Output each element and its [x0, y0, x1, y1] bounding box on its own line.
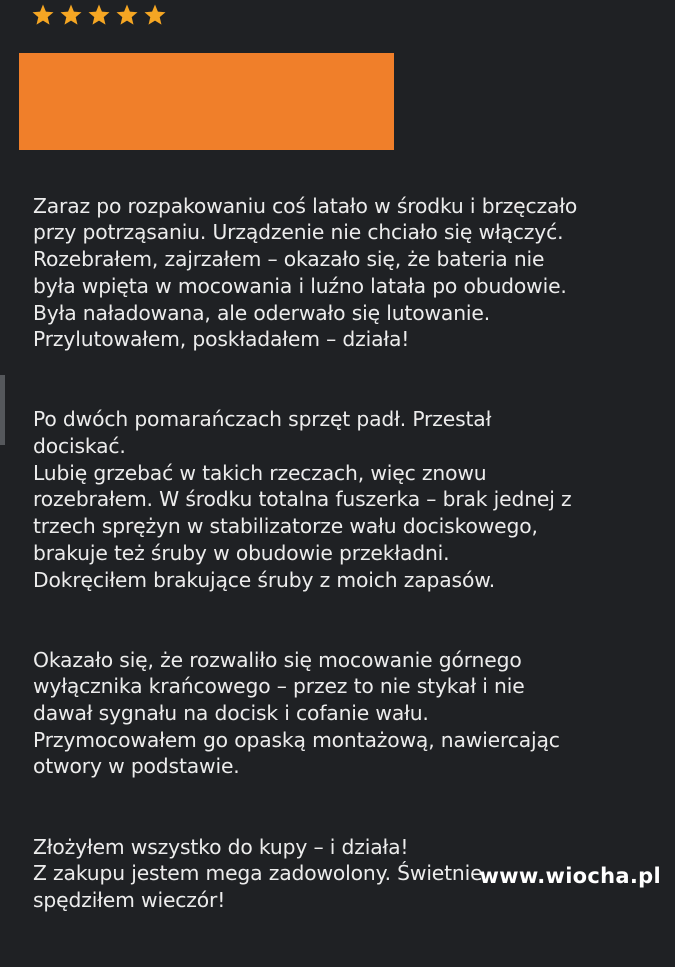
star-icon: [87, 3, 111, 27]
star-icon: [143, 3, 167, 27]
star-icon: [59, 3, 83, 27]
review-paragraph: Zaraz po rozpakowaniu coś latało w środku i brzęczało przy potrząsaniu. Urządzenie nie chciało się włączyć. Rozebrałem, zajrzałem – okazało się, że bateria nie była wpięta w mocowania i luźno latała po obudowie. Była naładowana, ale oderwało się lutowanie. Przylutowałem, poskładałem – działa!: [33, 193, 578, 352]
star-icon: [115, 3, 139, 27]
review-paragraph: Złożyłem wszystko do kupy – i działa! Z zakupu jestem mega zadowolony. Świetnie spędziłem wieczór!: [33, 834, 483, 912]
review-body: [33, 166, 673, 967]
star-rating: [31, 3, 167, 27]
watermark: www.wiocha.pl: [479, 864, 661, 888]
redacted-block: [19, 53, 394, 150]
star-icon: [31, 3, 55, 27]
review-paragraph: Po dwóch pomarańczach sprzęt padł. Przestał dociskać. Lubię grzebać w takich rzeczach, więc znowu rozebrałem. W środku totalna fuszerka – brak jednej z trzech sprężyn w stabilizatorze wału dociskowego, brakuje też śruby w obudowie przekładni. Dokręciłem brakujące śruby z moich zapasów.: [33, 407, 572, 592]
review-paragraph: Okazało się, że rozwaliło się mocowanie górnego wyłącznika krańcowego – przez to nie stykał i nie dawał sygnału na docisk i cofanie wału. Przymocowałem go opaską montażową, nawiercając otwory w podstawie.: [33, 647, 560, 779]
scroll-edge: [0, 375, 5, 445]
